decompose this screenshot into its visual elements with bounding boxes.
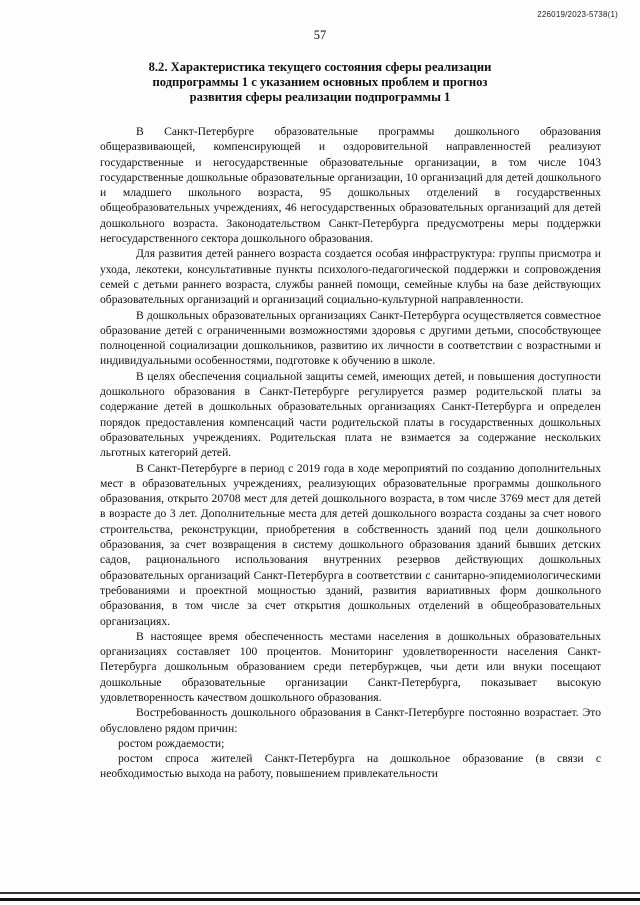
heading-line: развития сферы реализации подпрограммы 1 xyxy=(189,90,451,104)
paragraph: В Санкт-Петербурге в период с 2019 года в ходе мероприятий по созданию дополнительных мест в образовательных учреждениях, реализующих образовательные программы дошкольного образования, открыто 20708 мест для детей дошкольного возраста, в том числе 3769 мест для детей в возрасте до 3 лет. Дополнительные места для детей дошкольного возраста созданы за счет нового строительства, реконструкции, приобретения в собственность зданий под цели дошкольного образования, за счет возвращения в систему дошкольного образования зданий бывших детских садов, рационального использования внутренних резервов действующих дошкольных образовательных организаций Санкт-Петербурга в соответствии с санитарно-эпидемиологическими требованиями и проектной мощностью зданий, развития вариативных форм дошкольного образования, в том числе за счет открытия дошкольных отделений в общеобразовательных организациях. xyxy=(100,461,601,628)
paragraph: Для развития детей раннего возраста создается особая инфраструктура: группы присмотра и ухода, лекотеки, консультативные пункты психолого-педагогической поддержки и сопровождения семей с детьми раннего возраста, службы ранней помощи, семейные клубы на базе действующих образовательных организаций и организаций социально-культурной направленности. xyxy=(100,247,601,307)
scan-edge-line xyxy=(0,898,640,901)
heading-line: подпрограммы 1 с указанием основных проблем и прогноз xyxy=(152,75,488,89)
paragraph: В целях обеспечения социальной защиты семей, имеющих детей, и повышения доступности дошкольного образования в Санкт-Петербурге регулируется размер родительской платы за содержание детей в дошкольных образовательных организациях Санкт-Петербурга и определен порядок предоставления компенсаций части родительской платы в государственных дошкольных образовательных учреждениях. Родительская плата не взимается за содержание нескольких льготных категорий детей. xyxy=(100,369,601,460)
page-number: 57 xyxy=(313,28,327,42)
scan-edge-line xyxy=(0,892,640,894)
heading-line: 8.2. Характеристика текущего состояния сферы реализации xyxy=(148,60,492,74)
list-item: ростом спроса жителей Санкт-Петербурга на дошкольное образование (в связи с необходимостью выхода на работу, повышением привлекательности xyxy=(100,752,601,781)
paragraph: Востребованность дошкольного образования в Санкт-Петербурге постоянно возрастает. Это обусловлено рядом причин: xyxy=(100,706,601,735)
paragraph: В дошкольных образовательных организациях Санкт-Петербурга осуществляется совместное образование детей с ограниченными возможностями здоровья с другими детьми, способствующее полноценной социализации дошкольников, развитию их личности в соответствии с возрастными и индивидуальными особенностями, подготовке к обучению в школе. xyxy=(100,308,601,368)
paragraph: В настоящее время обеспеченность местами населения в дошкольных образовательных организациях составляет 100 процентов. Мониторинг удовлетворенности населения Санкт-Петербурга дошкольным образованием среди петербуржцев, чьи дети или внуки посещают дошкольные образовательные организации Санкт-Петербурга, показывает высокую удовлетворенность качеством дошкольного образования. xyxy=(100,629,601,704)
paragraph: В Санкт-Петербурге образовательные программы дошкольного образования общеразвивающей, компенсирующей и оздоровительной направленностей реализуют государственные и негосударственные образовательные организации, в том числе 1043 государственные дошкольные образовательные организации, 10 организаций для детей дошкольного и младшего школьного возраста, 95 дошкольных отделений в государственных общеобразовательных учреждениях, 46 негосударственных образовательных организаций для детей дошкольного возраста. Законодательством Санкт-Петербурга предусмотрены меры поддержки негосударственного сектора дошкольного образования. xyxy=(100,125,601,246)
document-id: 226019/2023-5738(1) xyxy=(537,10,618,19)
body-text xyxy=(100,124,601,782)
list-item: ростом рождаемости; xyxy=(118,736,225,750)
section-heading xyxy=(110,60,530,105)
